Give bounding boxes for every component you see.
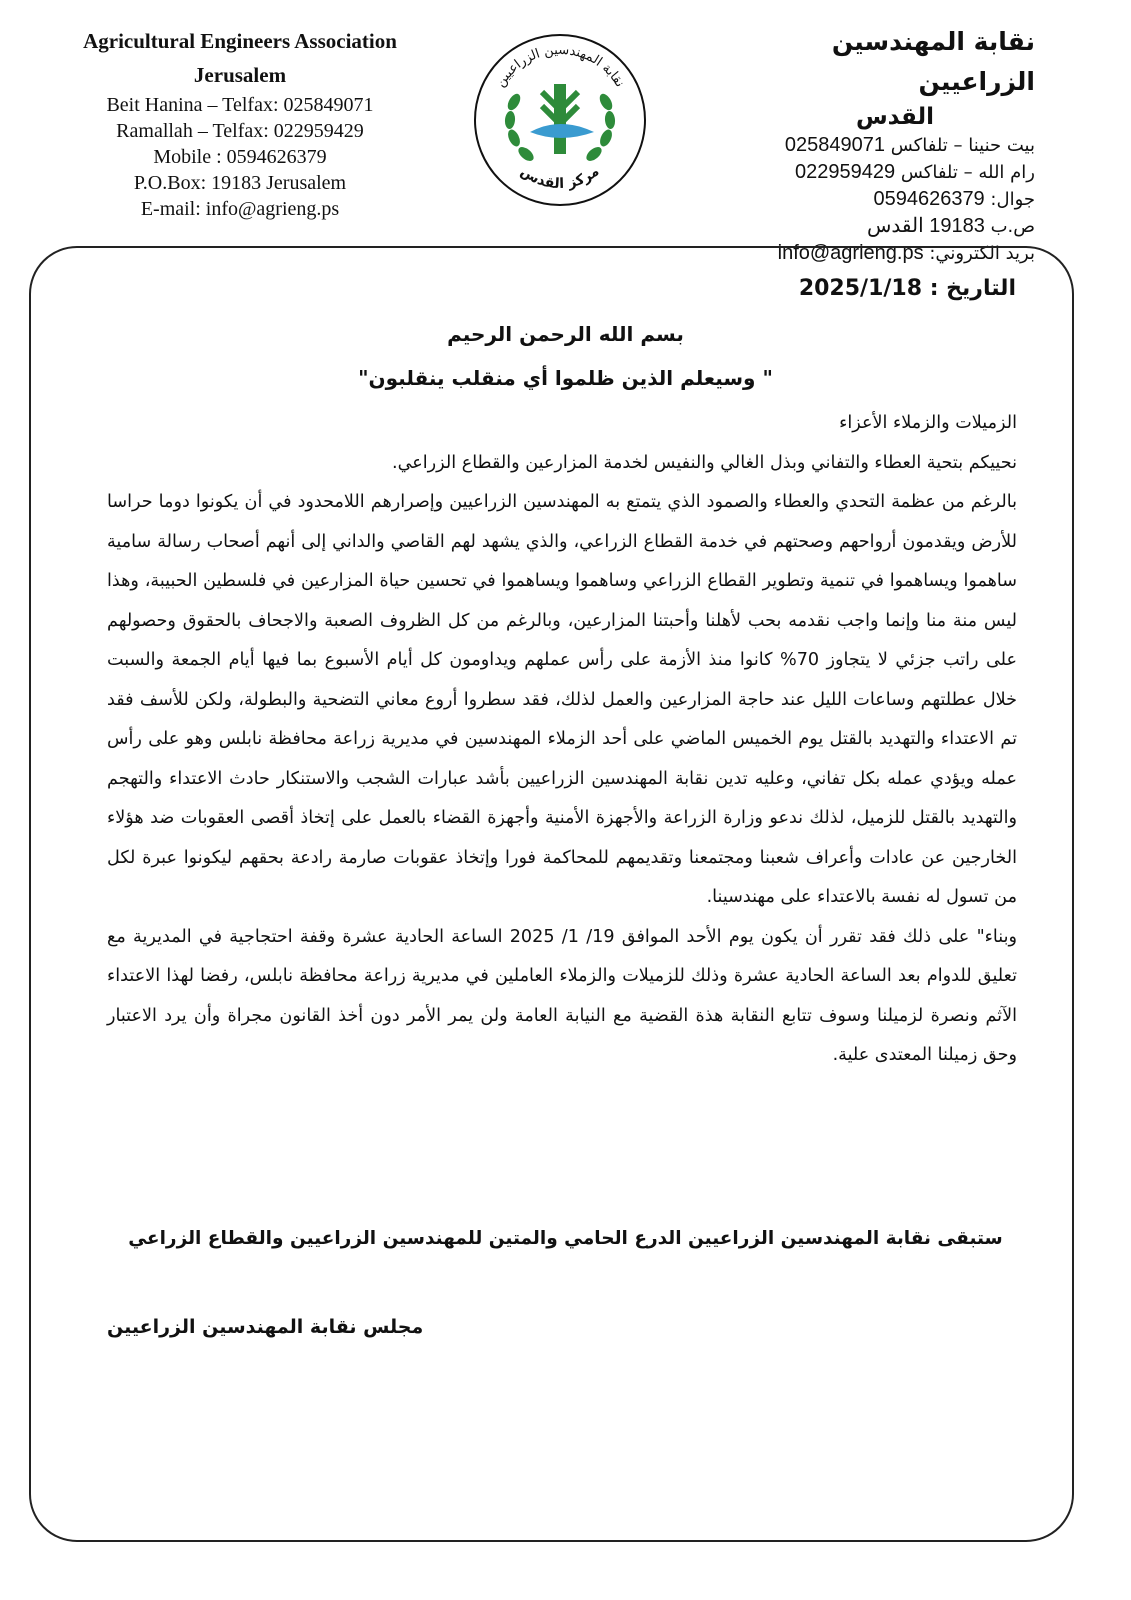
body-paragraph: نحييكم بتحية العطاء والتفاني وبذل الغالي والنفيس لخدمة المزارعين والقطاع الزراعي.: [392, 452, 1017, 473]
logo-bottom-text: مركز القدس: [517, 163, 603, 193]
contact-line-arabic: [725, 213, 1035, 240]
contact-value: info@agrieng.ps: [777, 242, 924, 264]
header-arabic: [725, 22, 1035, 267]
contact-line-arabic: [725, 132, 1035, 159]
contact-line-english: E-mail: info@agrieng.ps: [140, 198, 340, 220]
contact-line-english: P.O.Box: 19183 Jerusalem: [133, 172, 347, 194]
city-english: Jerusalem: [193, 63, 287, 87]
contact-line-english: Ramallah – Telfax: 022959429: [116, 120, 364, 142]
org-name-english: Agricultural Engineers Association: [83, 29, 397, 53]
closing-statement: ستبقى نقابة المهندسين الزراعيين الدرع الحامي والمتين للمهندسين الزراعيين والقطاع الزراعي: [128, 1228, 1003, 1249]
contact-value: 022959429: [794, 161, 896, 183]
contact-line-arabic: [725, 159, 1035, 186]
contact-label: رام الله – تلفاكس: [900, 162, 1035, 183]
greeting: الزميلات والزملاء الأعزاء: [839, 413, 1017, 433]
header-english: [55, 24, 425, 222]
contact-label: ص.ب: [990, 216, 1035, 237]
contact-value: 0594626379: [873, 188, 985, 210]
contact-line-english: Beit Hanina – Telfax: 025849071: [106, 94, 374, 116]
letter-date: التاريخ : 2025/1/18: [798, 276, 1016, 301]
contact-value: 025849071: [784, 134, 885, 156]
letter-body: [107, 404, 1017, 1076]
body-paragraph: وبناء" على ذلك فقد تقرر أن يكون يوم الأحد الموافق 19/ 1/ 2025 الساعة الحادية عشرة وقفة احتجاجية في المديرية مع تعليق للدوام بعد الساعة الحادية عشرة وذلك للزميلات والزملاء العاملين في مديرية زراعة محافظة نابلس، رفضا لهذا الاعتداء الآثم ونصرة لزميلنا وسوف تتابع النقابة هذة القضية مع النيابة العامة ولن يمر الأمر دون أخذ القانون مجراة وأن يرد الاعتبار وحق زميلنا المعتدى علية.: [107, 926, 1017, 1065]
contact-line-arabic: [725, 186, 1035, 213]
contact-line-english: Mobile : 0594626379: [153, 146, 327, 168]
org-name-arabic: نقابة المهندسين الزراعيين: [831, 27, 1035, 96]
body-paragraph: بالرغم من عظمة التحدي والعطاء والصمود الذي يتمتع به المهندسين الزراعيين وإصرارهم اللامحدود في أن يكونوا دوما حراسا للأرض ويقدمون أرواحهم وصحتهم في خدمة القطاع الزراعي، والذي يشهد لهم القاصي والداني إلى أنهم أصحاب رسالة سامية ساهموا ويساهموا في تنمية وتطوير القطاع الزراعي وساهموا ويساهموا في تحسين حياة المزارعين في فلسطين الحبيبة، وهذا ليس منة منا وإنما واجب نقدمه بحب لأهلنا وأحبتنا المزارعين، وبالرغم من كل الظروف الصعبة والاجحاف بالحقوق وحصولهم على راتب جزئي لا يتجاوز 70% كانوا منذ الأزمة على رأس عملهم ويداومون كل أيام الأسبوع بما فيها أيام الجمعة والسبت خلال عطلتهم وساعات الليل عند حاجة المزارعين والعمل لذلك، فقد سطروا أروع معاني التضحية والبطولة، ولكن للأسف فقد تم الاعتداء والتهديد بالقتل يوم الخميس الماضي على أحد الزملاء المهندسين في مديرية زراعة محافظة نابلس وهو على رأس عمله ويؤدي عمله بكل تفاني، وعليه تدين نقابة المهندسين الزراعيين بأشد عبارات الشجب والاستنكار حادث الاعتداء والتهجم والتهديد بالقتل للزميل، لذلك ندعو وزارة الزراعة والأجهزة الأمنية وأجهزة القضاء بالعمل على إتخاذ أقصى العقوبات ضد هؤلاء الخارجين عن عادات وأعراف شعبنا ومجتمعنا وتقديمهم للمحاكمة فورا وإتخاذ عقوبات صارمة رادعة بحقهم ليكونوا عبرة لكل من تسول له نفسة بالاعتداء على مهندسينا.: [107, 492, 1017, 907]
city-arabic: القدس: [855, 104, 935, 130]
logo-ring-text: نقابة المهندسين الزراعيين: [493, 42, 628, 90]
contact-label: جوال:: [990, 189, 1035, 210]
contact-label: بيت حنينا – تلفاكس: [890, 135, 1035, 156]
basmala: بسم الله الرحمن الرحيم: [447, 322, 684, 346]
contact-label: بريد الكتروني:: [929, 243, 1035, 264]
contact-value: 19183 القدس: [866, 215, 985, 237]
association-logo: [472, 32, 648, 208]
signature: مجلس نقابة المهندسين الزراعيين: [107, 1316, 424, 1338]
quran-verse: " وسيعلم الذين ظلموا أي منقلب ينقلبون": [358, 366, 773, 390]
